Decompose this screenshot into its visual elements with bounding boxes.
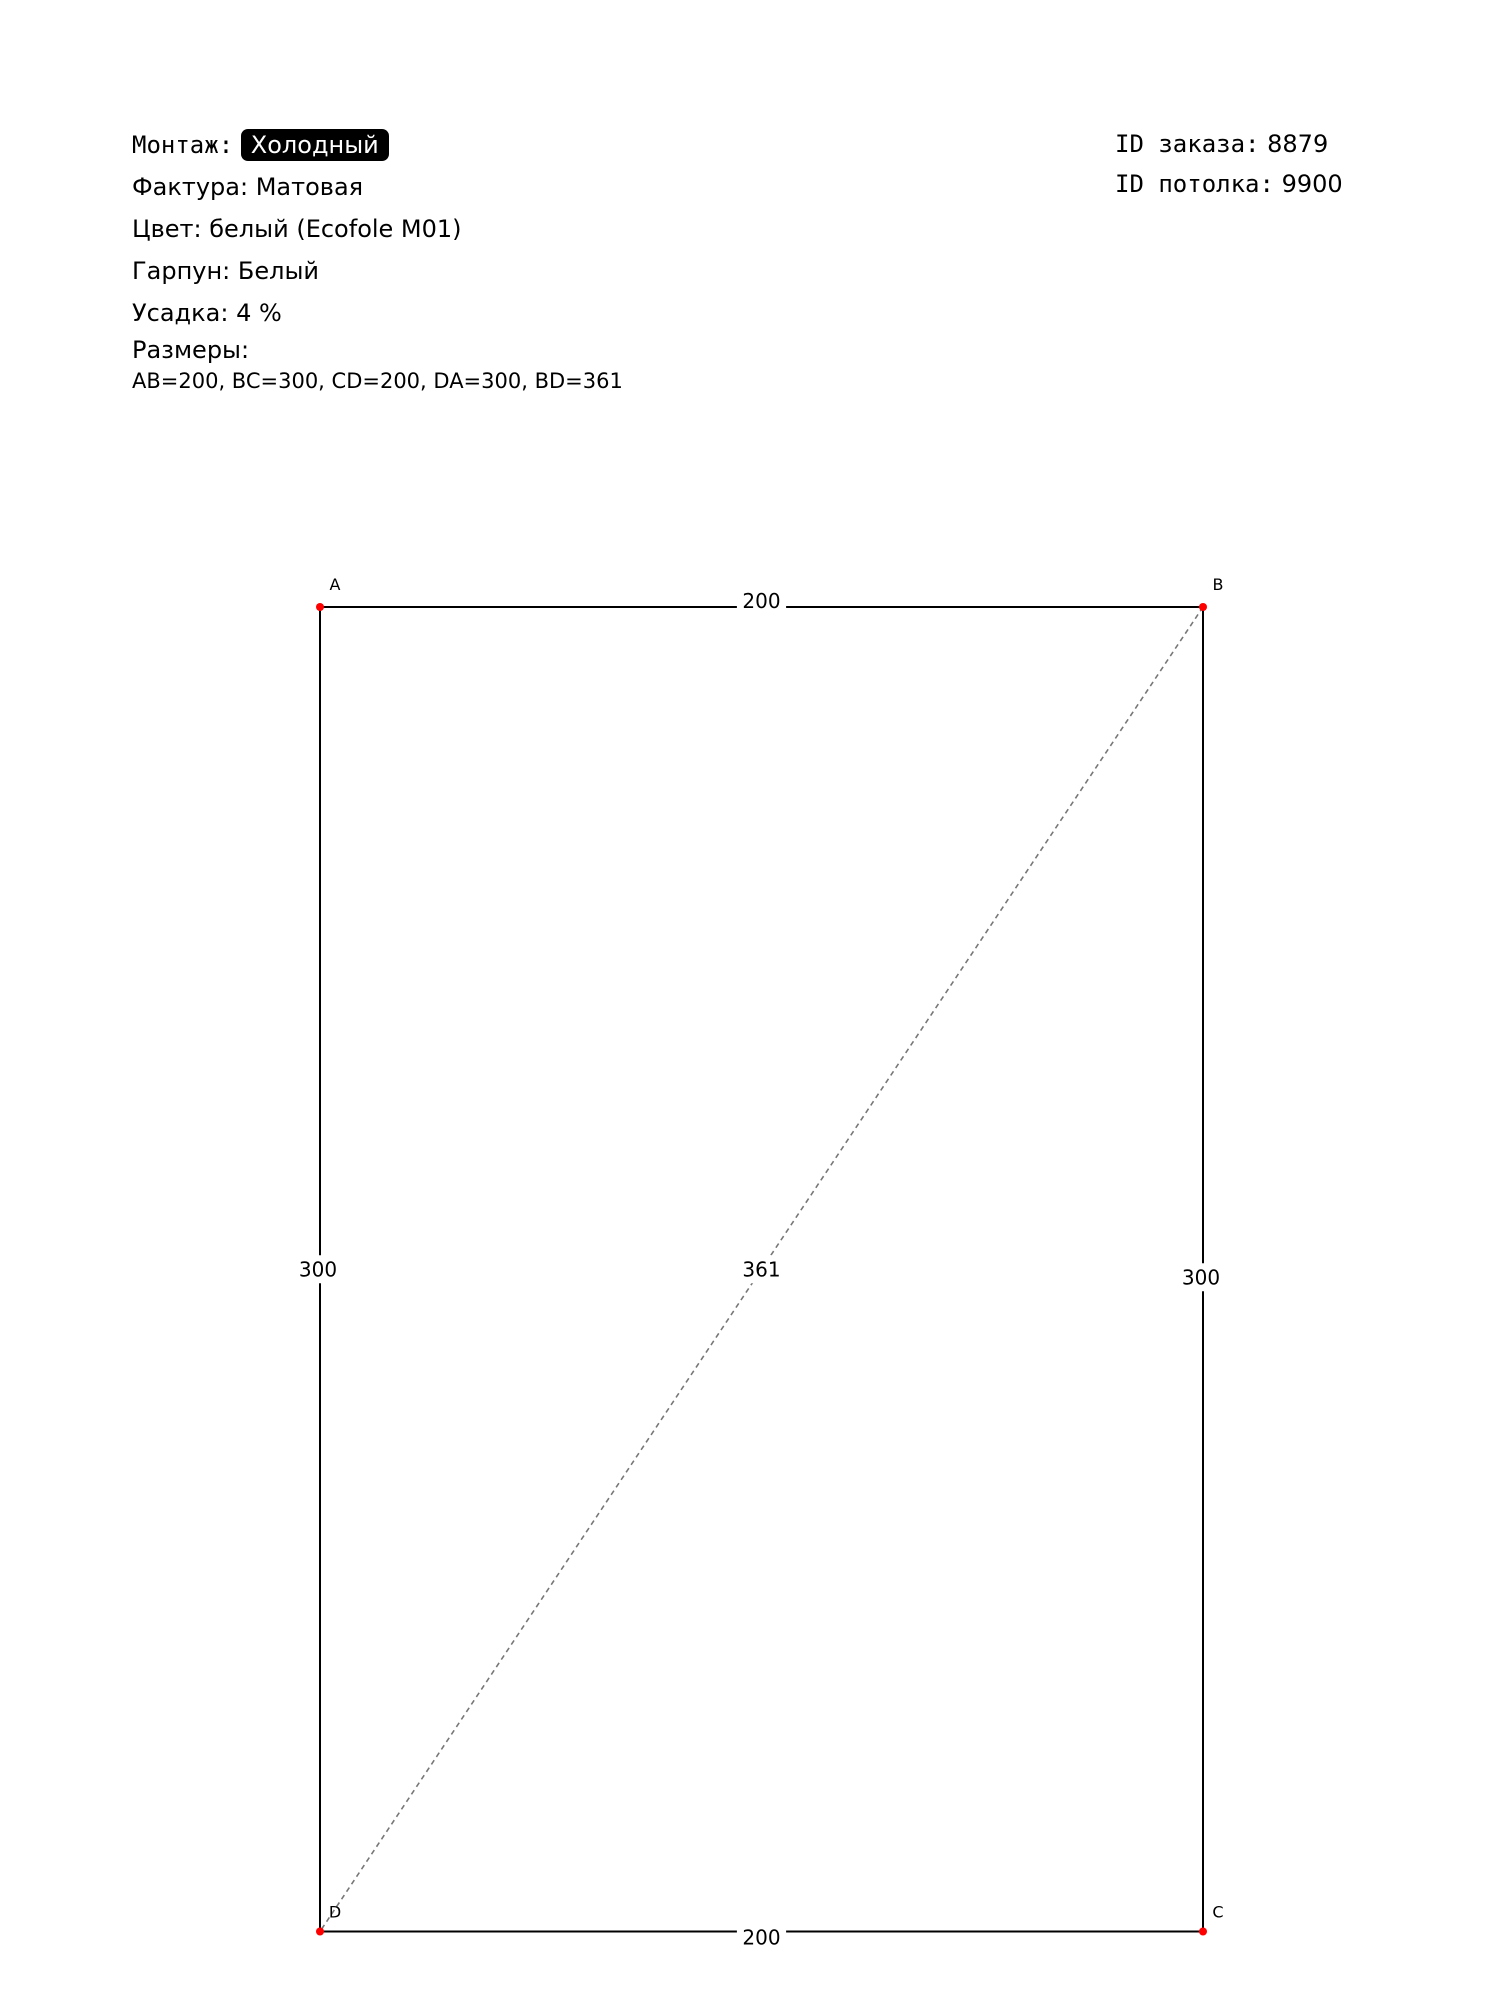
color-value: белый (Ecofole M01) bbox=[209, 215, 462, 243]
texture-label: Фактура: bbox=[132, 173, 249, 201]
order-id-value: 8879 bbox=[1267, 130, 1329, 158]
harpoon-label: Гарпун: bbox=[132, 257, 231, 285]
vertex-point-c bbox=[1199, 1928, 1207, 1936]
harpoon-value: Белый bbox=[237, 257, 320, 285]
shrinkage-label: Усадка: bbox=[132, 299, 229, 327]
order-id-label: ID заказа: bbox=[1115, 130, 1260, 158]
dimensions-label: Размеры: bbox=[132, 336, 250, 364]
vertex-label-c: C bbox=[1212, 1902, 1224, 1922]
side-label-ab: 200 bbox=[742, 589, 781, 613]
vertex-point-b bbox=[1199, 603, 1207, 611]
side-label-cd: 200 bbox=[742, 1925, 781, 1950]
vertex-label-d: D bbox=[328, 1902, 342, 1922]
texture-value: Матовая bbox=[255, 173, 364, 201]
vertex-point-a bbox=[316, 603, 324, 611]
dimensions-value: AB=200, BC=300, CD=200, DA=300, BD=361 bbox=[132, 369, 623, 393]
diagonal-label-bd: 361 bbox=[742, 1257, 781, 1282]
vertex-label-a: A bbox=[329, 575, 341, 594]
ceiling-id-label: ID потолка: bbox=[1115, 170, 1274, 198]
vertex-point-d bbox=[316, 1928, 324, 1936]
side-label-da: 300 bbox=[298, 1257, 338, 1282]
side-label-bc: 300 bbox=[1181, 1265, 1221, 1290]
mounting-label: Монтаж: bbox=[132, 131, 234, 159]
shrinkage-value: 4 % bbox=[236, 299, 282, 327]
ceiling-id-value: 9900 bbox=[1281, 170, 1343, 198]
vertex-label-b: B bbox=[1212, 575, 1224, 594]
mounting-badge: Холодный bbox=[241, 129, 389, 161]
color-label: Цвет: bbox=[132, 215, 202, 243]
